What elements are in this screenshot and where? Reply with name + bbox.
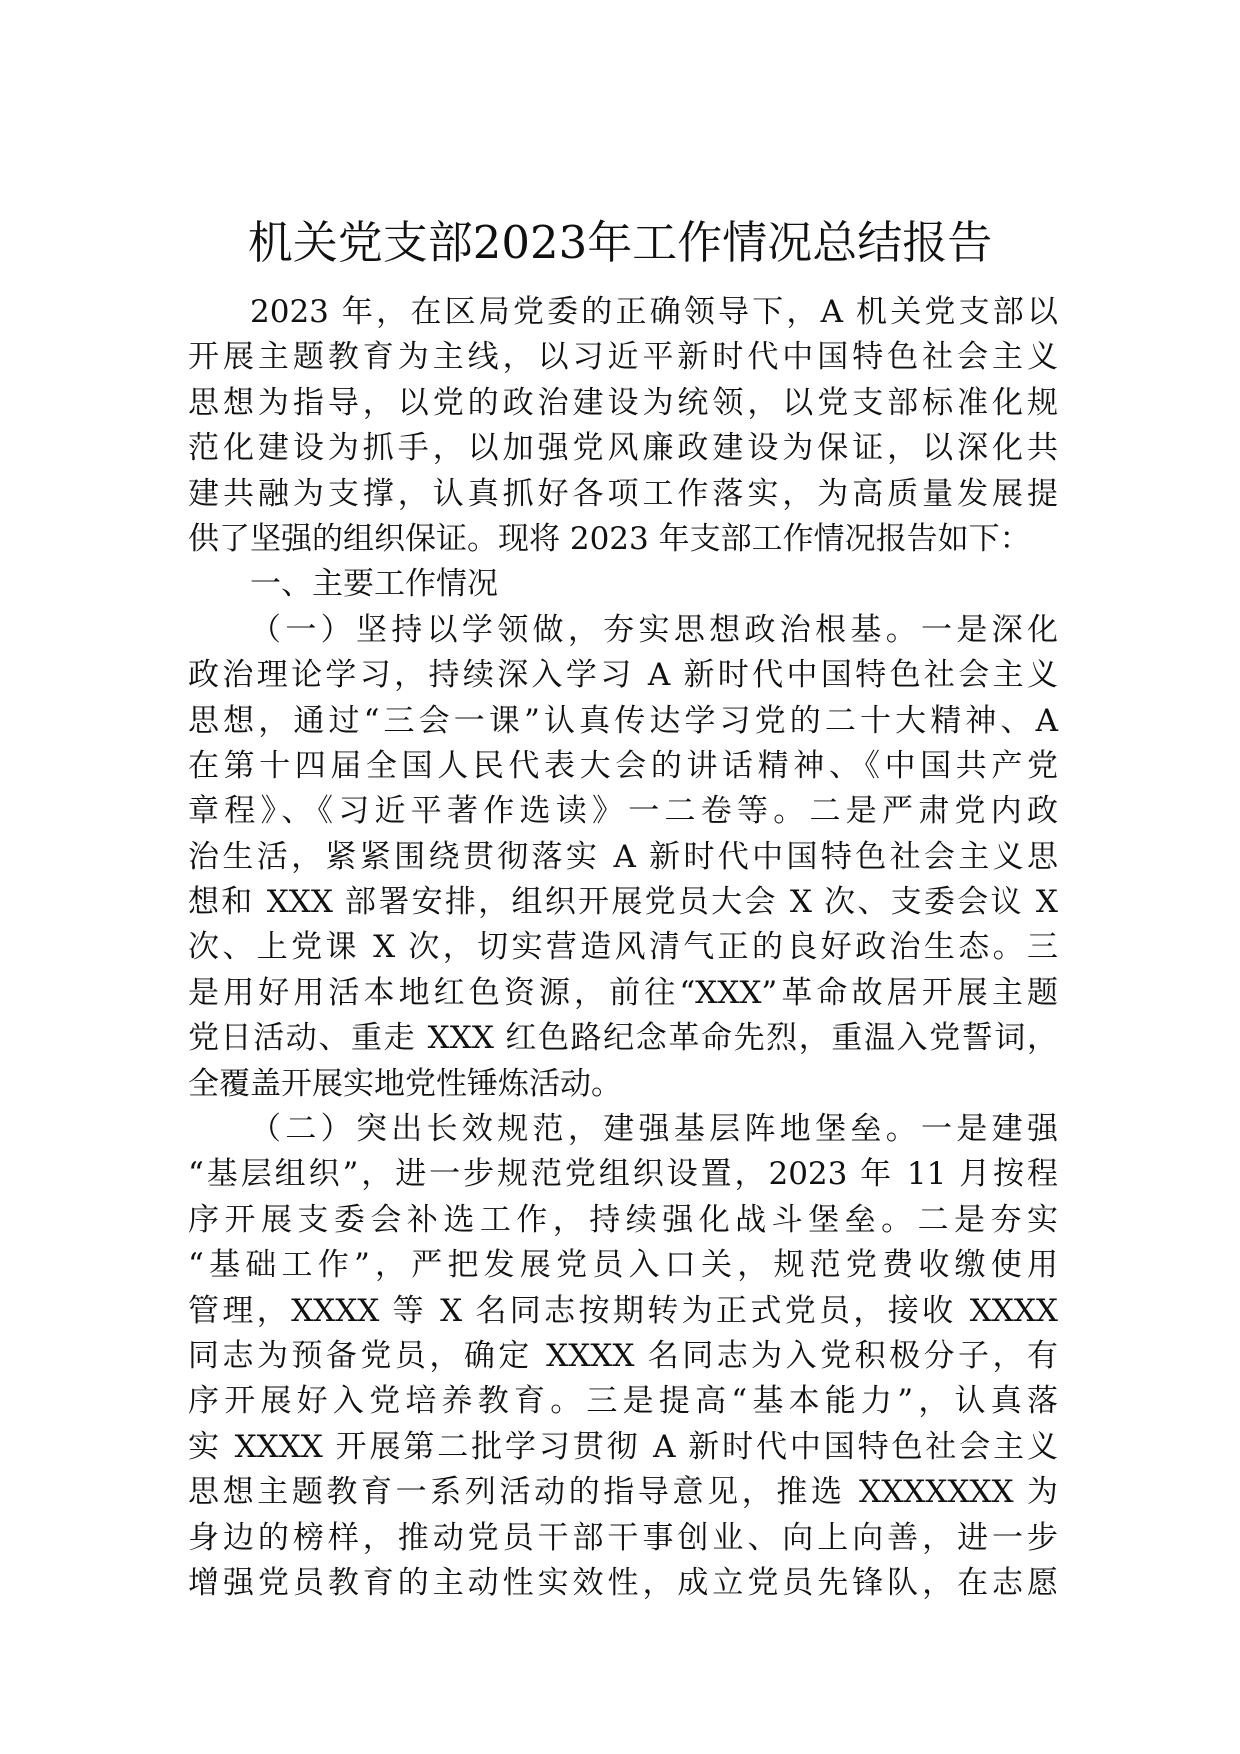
paragraph-line: 思想为指导，以党的政治建设为统领，以党支部标准化规: [188, 384, 1058, 421]
paragraph-line: （一）坚持以学领做，夯实思想政治根基。一是深化: [250, 611, 1058, 648]
paragraph-line: 次、上党课 X 次，切实营造风清气正的良好政治生态。三: [188, 929, 1058, 966]
paragraph-line: 建共融为支撑，认真抓好各项工作落实，为高质量发展提: [188, 475, 1058, 512]
paragraph-line: 是用好用活本地红色资源，前往“XXX”革命故居开展主题: [188, 974, 1058, 1011]
paragraph-line: 开展主题教育为主线，以习近平新时代中国特色社会主义: [188, 339, 1058, 376]
section-heading: 一、主要工作情况: [250, 566, 498, 603]
paragraph-line: 党日活动、重走 XXX 红色路纪念革命先烈，重温入党誓词，: [188, 1020, 1058, 1057]
paragraph-line: 治生活，紧紧围绕贯彻落实 A 新时代中国特色社会主义思: [188, 838, 1058, 875]
paragraph-line: 政治理论学习，持续深入学习 A 新时代中国特色社会主义: [188, 657, 1058, 694]
paragraph-line: 身边的榜样，推动党员干部干事创业、向上向善，进一步: [188, 1519, 1058, 1556]
document-body: [188, 290, 1058, 1606]
paragraph-line: 2023 年，在区局党委的正确领导下，A 机关党支部以: [250, 294, 1058, 330]
paragraph-line: 思想主题教育一系列活动的指导意见，推选 XXXXXXX 为: [188, 1474, 1058, 1511]
paragraph-line: “基础工作”，严把发展党员入口关，规范党费收缴使用: [188, 1247, 1058, 1284]
paragraph-line: 思想，通过“三会一课”认真传达学习党的二十大精神、A: [188, 702, 1058, 739]
paragraph-line: 想和 XXX 部署安排，组织开展党员大会 X 次、支委会议 X: [188, 884, 1058, 921]
paragraph-line: 增强党员教育的主动性实效性，成立党员先锋队，在志愿: [188, 1564, 1058, 1601]
paragraph-line: 管理，XXXX 等 X 名同志按期转为正式党员，接收 XXXX: [188, 1292, 1058, 1329]
paragraph-line: 同志为预备党员，确定 XXXX 名同志为入党积极分子，有: [188, 1337, 1058, 1374]
paragraph-line: 全覆盖开展实地党性锤炼活动。: [188, 1065, 622, 1102]
paragraph-line: 在第十四届全国人民代表大会的讲话精神、《中国共产党: [188, 747, 1058, 784]
paragraph-line: 供了坚强的组织保证。现将 2023 年支部工作情况报告如下：: [188, 520, 1031, 557]
paragraph-line: 章程》、《习近平著作选读》一二卷等。二是严肃党内政: [188, 793, 1058, 830]
paragraph-line: 实 XXXX 开展第二批学习贯彻 A 新时代中国特色社会主义: [188, 1428, 1058, 1465]
paragraph-line: （二）突出长效规范，建强基层阵地堡垒。一是建强: [250, 1111, 1058, 1148]
document-title: 机关党支部2023年工作情况总结报告: [247, 216, 993, 269]
paragraph-line: 序开展好入党培养教育。三是提高“基本能力”，认真落: [188, 1383, 1058, 1420]
paragraph-line: 序开展支委会补选工作，持续强化战斗堡垒。二是夯实: [188, 1201, 1058, 1238]
paragraph-line: “基层组织”，进一步规范党组织设置，2023 年 11 月按程: [188, 1156, 1058, 1193]
paragraph-line: 范化建设为抓手，以加强党风廉政建设为保证，以深化共: [188, 430, 1058, 467]
